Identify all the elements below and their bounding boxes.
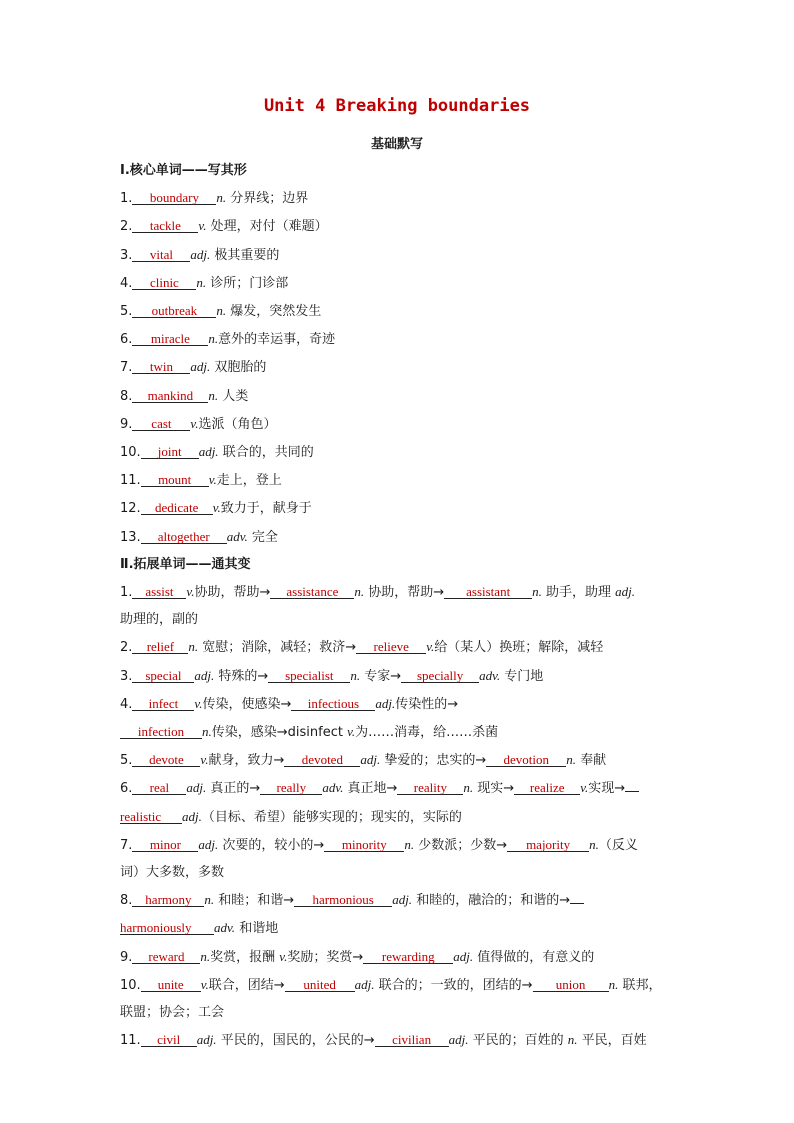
item-number: 11. <box>120 1033 141 1049</box>
meaning: 挚爱的；忠实的→ <box>380 753 487 769</box>
part-of-speech: n. <box>354 584 365 600</box>
meaning: 为……消毒，给……杀菌 <box>355 725 499 741</box>
meaning: 处理，对付（难题） <box>206 219 328 235</box>
part-of-speech: v. <box>194 695 203 711</box>
list-item <box>120 971 680 999</box>
answer-blank: assistance <box>270 585 354 599</box>
meaning: 平民的；百姓的 <box>468 1033 568 1049</box>
part-of-speech: adj. <box>360 752 381 768</box>
meaning: 协助，帮助→ <box>194 585 271 601</box>
part-of-speech: v. <box>200 976 209 992</box>
item-number: 2. <box>120 219 133 235</box>
answer-blank: real <box>132 781 186 795</box>
meaning: 专家→ <box>360 668 402 684</box>
answer-blank: harmony <box>132 893 204 907</box>
item-number: 2. <box>120 640 133 656</box>
part-of-speech: v. <box>279 948 288 964</box>
list-item <box>120 438 680 466</box>
item-number: 13. <box>120 529 141 545</box>
meaning: 和谐地 <box>235 921 279 937</box>
item-number: 9. <box>120 416 133 432</box>
answer-blank: dedicate <box>141 501 213 515</box>
meaning: 词）大多数，多数 <box>120 865 225 881</box>
item-number: 12. <box>120 501 141 517</box>
part-of-speech: adj. <box>190 359 211 375</box>
answer-blank: tackle <box>132 219 198 233</box>
list-item-continued <box>120 606 680 633</box>
meaning: 联盟；协会；工会 <box>120 1005 225 1021</box>
answer-blank: reality <box>397 781 463 795</box>
item-number: 4. <box>120 696 133 712</box>
page-subtitle: 基础默写 <box>370 137 423 152</box>
part-of-speech: n. <box>202 724 212 740</box>
meaning: 值得做的，有意义的 <box>473 949 595 965</box>
list-item <box>120 662 680 690</box>
meaning: 联合，团结→ <box>208 977 285 993</box>
item-number: 1. <box>120 191 133 207</box>
part-of-speech: adj. <box>196 1032 217 1048</box>
item-number: 9. <box>120 949 133 965</box>
section-heading-extended-words: Ⅱ.拓展单词——通其变 <box>120 556 251 572</box>
answer-blank: harmonious <box>294 893 392 907</box>
part-of-speech: adv. <box>322 780 344 796</box>
list-item <box>120 241 680 269</box>
item-number: 5. <box>120 304 133 320</box>
part-of-speech: v. <box>198 218 207 234</box>
list-item <box>120 382 680 410</box>
answer-blank: realize <box>514 781 580 795</box>
answer-blank: vital <box>132 248 190 262</box>
meaning: 真正地→ <box>343 781 398 797</box>
list-item <box>120 297 680 325</box>
list-item <box>120 325 680 353</box>
part-of-speech: v. <box>190 415 199 431</box>
meaning: 献身，致力→ <box>208 753 285 769</box>
meaning: 意外的幸运事，奇迹 <box>218 332 336 348</box>
answer-blank: altogether <box>141 530 227 544</box>
answer-blank: mount <box>141 473 209 487</box>
meaning: 爆发，突然发生 <box>226 304 322 320</box>
list-item-continued <box>120 803 680 831</box>
meaning: 特殊的→ <box>214 668 269 684</box>
answer-blank-underline <box>625 791 639 792</box>
meaning: 和睦的，融洽的；和谐的→ <box>412 893 571 909</box>
item-number: 8. <box>120 388 133 404</box>
meaning: 实现→ <box>588 781 626 797</box>
part-of-speech: n. <box>404 836 415 852</box>
part-of-speech: adj. <box>182 808 202 824</box>
item-number: 10. <box>120 445 141 461</box>
item-number: 7. <box>120 837 133 853</box>
item-number: 3. <box>120 668 133 684</box>
list-item <box>120 633 680 661</box>
list-item <box>120 494 680 522</box>
list-item-continued <box>120 718 680 746</box>
meaning: 致力于，献身于 <box>220 501 312 517</box>
list-item <box>120 943 680 971</box>
list-item <box>120 410 680 438</box>
answer-blank: majority <box>507 838 589 852</box>
answer-blank: united <box>285 978 355 992</box>
list-item <box>120 578 680 606</box>
answer-blank: minority <box>324 838 404 852</box>
part-of-speech: n. <box>200 948 211 964</box>
meaning: 传染，使感染→ <box>202 696 292 712</box>
meaning: 传染，感染→disinfect <box>211 725 348 741</box>
part-of-speech: n. <box>196 274 207 290</box>
part-of-speech: n. <box>608 976 619 992</box>
item-number: 3. <box>120 247 133 263</box>
part-of-speech: adj. <box>190 246 211 262</box>
answer-blank: special <box>132 669 194 683</box>
meaning: 完全 <box>247 529 278 545</box>
page-title: Unit 4 Breaking boundaries <box>263 96 531 116</box>
part-of-speech: n. <box>567 1032 578 1048</box>
meaning: 分界线；边界 <box>226 191 309 207</box>
part-of-speech: v. <box>186 584 195 600</box>
answer-blank: realistic <box>120 810 182 824</box>
meaning: 真正的→ <box>206 781 261 797</box>
meaning: 少数派；少数→ <box>414 837 508 853</box>
meaning: 给（某人）换班；解除，减轻 <box>434 640 604 656</box>
part-of-speech: v. <box>580 780 589 796</box>
answer-blank: mankind <box>132 389 208 403</box>
meaning: 极其重要的 <box>210 247 280 263</box>
meaning: 和睦；和谐→ <box>214 893 295 909</box>
meaning: 选派（角色） <box>198 416 277 432</box>
list-item-continued <box>120 859 680 886</box>
part-of-speech: n. <box>204 892 215 908</box>
answer-blank: miracle <box>132 332 208 346</box>
item-number: 4. <box>120 275 133 291</box>
list-item <box>120 886 680 914</box>
meaning: 平民的，国民的，公民的→ <box>216 1033 375 1049</box>
part-of-speech: adj. <box>392 892 413 908</box>
part-of-speech: n. <box>463 780 474 796</box>
item-number: 1. <box>120 585 133 601</box>
part-of-speech: adv. <box>226 528 248 544</box>
meaning: 助手，助理 <box>541 585 616 601</box>
item-number: 11. <box>120 473 141 489</box>
answer-blank: union <box>533 978 609 992</box>
meaning: 奉献 <box>576 753 607 769</box>
meaning: 奖励；奖赏→ <box>287 949 364 965</box>
meaning: 人类 <box>218 388 249 404</box>
list-item <box>120 831 680 859</box>
meaning: （反义 <box>598 837 638 853</box>
answer-blank: really <box>260 781 322 795</box>
part-of-speech: v. <box>347 724 356 740</box>
part-of-speech: adj. <box>194 667 215 683</box>
part-of-speech: n. <box>208 331 219 347</box>
meaning: 现实→ <box>473 781 515 797</box>
part-of-speech: n. <box>532 584 542 600</box>
answer-blank: joint <box>141 445 199 459</box>
answer-blank: specialist <box>268 669 350 683</box>
list-item <box>120 184 680 212</box>
answer-blank: infectious <box>291 697 375 711</box>
answer-blank: cast <box>132 417 190 431</box>
part-of-speech: v. <box>212 500 221 516</box>
meaning: 联合的，共同的 <box>218 445 314 461</box>
answer-blank: clinic <box>132 276 196 290</box>
meaning: 专门地 <box>500 668 544 684</box>
part-of-speech: n. <box>350 667 361 683</box>
answer-blank: civil <box>141 1033 197 1047</box>
answer-blank: relieve <box>356 640 426 654</box>
list-item <box>120 269 680 297</box>
list-item <box>120 523 680 551</box>
part-of-speech: adj. <box>448 1032 469 1048</box>
part-of-speech: n. <box>208 387 219 403</box>
part-of-speech: adj. <box>186 780 207 796</box>
meaning: 次要的，较小的→ <box>218 837 325 853</box>
part-of-speech: n. <box>566 752 577 768</box>
meaning: （目标、希望）能够实现的；现实的，实际的 <box>201 809 462 825</box>
meaning: 奖赏，报酬 <box>210 949 280 965</box>
answer-blank: relief <box>132 640 188 654</box>
answer-blank: boundary <box>132 191 216 205</box>
meaning: 传染性的→ <box>395 696 459 712</box>
answer-blank: specially <box>401 669 479 683</box>
part-of-speech: n. <box>188 639 199 655</box>
meaning: 诊所；门诊部 <box>206 275 289 291</box>
list-item <box>120 353 680 381</box>
part-of-speech: adv. <box>479 667 501 683</box>
worksheet-content <box>120 157 680 1055</box>
meaning: 联合的；一致的，团结的→ <box>374 977 533 993</box>
part-of-speech: v. <box>200 752 209 768</box>
answer-blank: civilian <box>375 1033 449 1047</box>
answer-blank: infection <box>120 725 202 739</box>
meaning: 双胞胎的 <box>210 360 267 376</box>
meaning: 联邦， <box>618 977 662 993</box>
list-item <box>120 466 680 494</box>
meaning: 助理的，副的 <box>120 612 199 628</box>
answer-blank: rewarding <box>363 950 453 964</box>
answer-blank: unite <box>141 978 201 992</box>
part-of-speech: v. <box>208 472 217 488</box>
part-of-speech: v. <box>426 639 435 655</box>
part-of-speech: adj. <box>198 444 219 460</box>
part-of-speech: adj. <box>453 948 474 964</box>
answer-blank: minor <box>132 838 198 852</box>
answer-blank-underline <box>570 903 584 904</box>
part-of-speech: n. <box>216 190 227 206</box>
part-of-speech: adj. <box>354 976 375 992</box>
answer-blank: assist <box>132 585 186 599</box>
part-of-speech: adj. <box>198 836 219 852</box>
meaning: 平民，百姓 <box>577 1033 647 1049</box>
meaning: 宽慰；消除，减轻；救济→ <box>198 640 357 656</box>
list-item <box>120 212 680 240</box>
part-of-speech: adj. <box>615 584 636 600</box>
answer-blank: devoted <box>284 753 360 767</box>
list-item <box>120 1026 680 1054</box>
part-of-speech: adj. <box>375 695 396 711</box>
list-item-continued <box>120 999 680 1026</box>
part-of-speech: adv. <box>214 920 236 936</box>
answer-blank: outbreak <box>132 304 216 318</box>
part-of-speech: n. <box>216 303 227 319</box>
answer-blank: devotion <box>486 753 566 767</box>
item-number: 10. <box>120 977 141 993</box>
part-of-speech: n. <box>589 836 599 852</box>
item-number: 5. <box>120 753 133 769</box>
item-number: 6. <box>120 781 133 797</box>
answer-blank: devote <box>132 753 200 767</box>
answer-blank: twin <box>132 360 190 374</box>
item-number: 8. <box>120 893 133 909</box>
list-item <box>120 746 680 774</box>
list-item <box>120 690 680 718</box>
item-number: 7. <box>120 360 133 376</box>
meaning: 协助，帮助→ <box>364 585 445 601</box>
section-heading-core-words: Ⅰ.核心单词——写其形 <box>120 163 247 178</box>
answer-blank: harmoniously <box>120 921 214 935</box>
list-item-continued <box>120 914 680 942</box>
item-number: 6. <box>120 332 133 348</box>
answer-blank: reward <box>132 950 200 964</box>
answer-blank: assistant <box>444 585 532 599</box>
answer-blank: infect <box>132 697 194 711</box>
meaning: 走上，登上 <box>216 473 282 489</box>
list-item <box>120 774 680 802</box>
